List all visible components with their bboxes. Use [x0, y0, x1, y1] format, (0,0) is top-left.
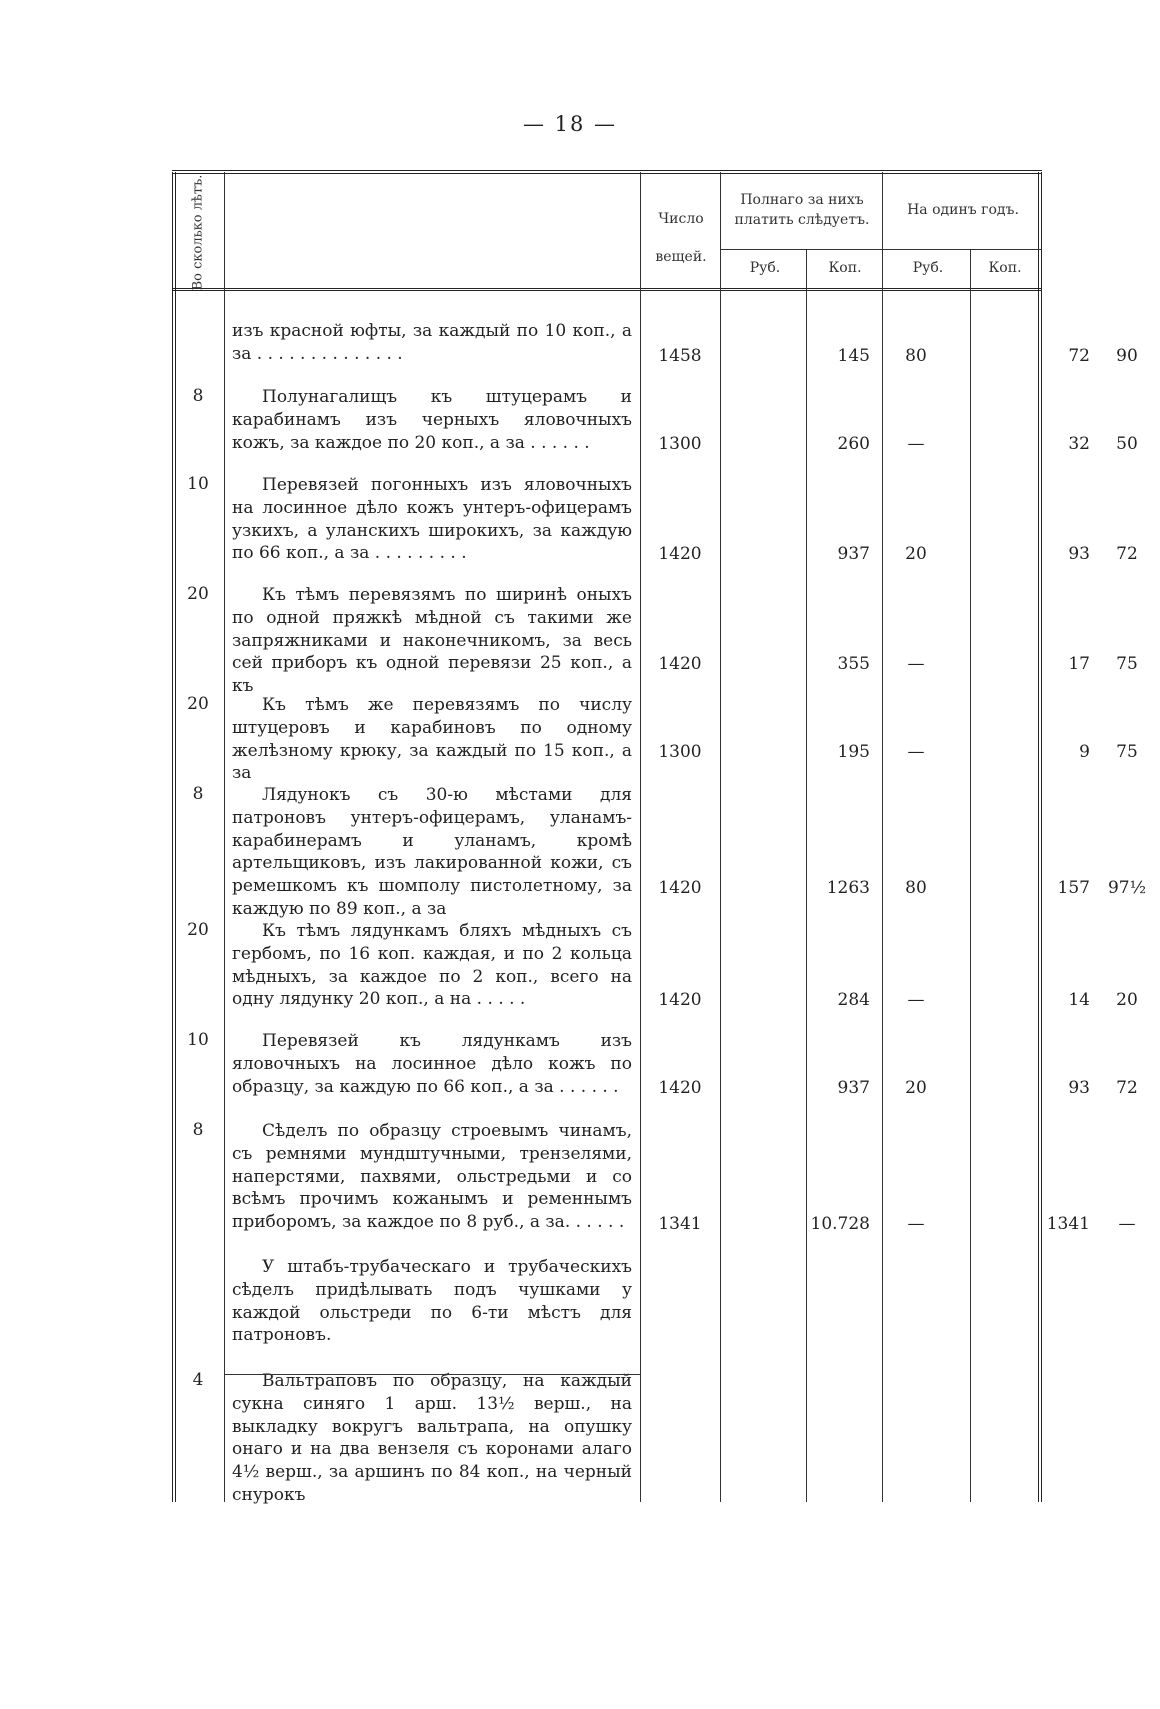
header-total-rub: Руб.: [749, 260, 781, 276]
row-count: 1420: [658, 654, 702, 674]
row-total-rub: 937: [837, 544, 870, 564]
row-description: Лядунокъ съ 30-ю мѣстами для патроновъ унтеръ-офицерамъ, уланамъ-карабинерамъ и уланамъ, кромѣ артельщиковъ, изъ лакированной кожи, съ ремешкомъ къ шомполу пистолетному, за каждую по 89 коп., а за: [232, 785, 632, 919]
row-total-rub: 355: [837, 654, 870, 674]
row-count: 1420: [658, 878, 702, 898]
row-year-rub: 93: [1068, 544, 1090, 564]
row-count: 1300: [658, 434, 702, 454]
row-year-rub: 157: [1057, 878, 1090, 898]
row-description: Сѣделъ по образцу строевымъ чинамъ, съ ремнями мундштучными, трензелями, наперстями, пахвями, ольстредьми и со всѣмъ прочимъ кожанымъ и ременнымъ приборомъ, за каждое по 8 руб., а за. . . . . .: [232, 1121, 632, 1233]
row-total-rub: 1263: [826, 878, 870, 898]
row-years: 10: [187, 474, 209, 494]
page-number: — 18 —: [522, 112, 618, 136]
table-row: [172, 920, 1138, 1012]
row-total-kop: 80: [905, 346, 927, 366]
row-total-kop: —: [907, 654, 925, 674]
row-years: 20: [187, 694, 209, 714]
header-rule: [172, 288, 1042, 291]
row-total-kop: 20: [905, 1078, 927, 1098]
table-row: [172, 1030, 1138, 1100]
row-description: Къ тѣмъ лядункамъ бляхъ мѣдныхъ съ гербомъ, по 16 коп. каждая, и по 2 кольца мѣдныхъ, за каждое по 2 коп., всего на одну лядунку 20 коп., а на . . . . .: [232, 921, 632, 1010]
row-total-kop: 80: [905, 878, 927, 898]
row-year-kop: 75: [1116, 742, 1138, 762]
row-year-kop: 50: [1116, 434, 1138, 454]
header-total: Полнаго за нихъ платить слѣдуетъ.: [734, 192, 870, 228]
row-count: 1420: [658, 1078, 702, 1098]
row-years: 8: [192, 784, 204, 804]
row-count: 1420: [658, 990, 702, 1010]
row-year-rub: 1341: [1046, 1214, 1090, 1234]
header-per-year: На одинъ годъ.: [907, 202, 1019, 218]
row-years: 10: [187, 1030, 209, 1050]
row-total-rub: 260: [837, 434, 870, 454]
table-row: [172, 784, 1147, 919]
row-total-kop: —: [907, 1214, 925, 1234]
row-year-kop: 72: [1116, 544, 1138, 564]
table-row: [172, 474, 1138, 566]
row-year-kop: 72: [1116, 1078, 1138, 1098]
header-years: Во сколько лѣтъ.: [190, 174, 206, 290]
row-total-kop: 20: [905, 544, 927, 564]
row-total-rub: 937: [837, 1078, 870, 1098]
row-year-rub: 9: [1079, 742, 1090, 762]
row-description: Вальтраповъ по образцу, на каждый сукна синяго 1 арш. 13½ верш., на выкладку вокругъ вальтрапа, на опушку онаго и на два вензеля съ коронами алаго 4½ верш., за аршинъ по 84 коп., на черный снурокъ: [232, 1371, 632, 1505]
row-years: 8: [192, 1120, 204, 1140]
subheader-rule: [720, 249, 1042, 250]
row-year-kop: 75: [1116, 654, 1138, 674]
row-description: Къ тѣмъ же перевязямъ по числу штуцеровъ и карабиновъ по одному желѣзному крюку, за каждый по 15 коп., а за: [232, 695, 632, 784]
row-total-kop: —: [907, 742, 925, 762]
table-row: [172, 386, 1138, 456]
table-row: [172, 584, 1138, 697]
row-year-kop: —: [1118, 1214, 1136, 1234]
row-note: У штабъ-трубаческаго и трубаческихъ сѣделъ придѣлывать подъ чушками у каждой ольстреди по 6-ти мѣстъ для патроновъ.: [232, 1257, 632, 1346]
row-count: 1300: [658, 742, 702, 762]
row-year-rub: 72: [1068, 346, 1090, 366]
row-year-rub: 17: [1068, 654, 1090, 674]
header-count: Число вещей.: [655, 211, 707, 265]
table-row: [172, 1120, 1136, 1236]
row-total-rub: 10.728: [810, 1214, 870, 1234]
row-description: изъ красной юфты, за каждый по 10 коп., а за . . . . . . . . . . . . . .: [232, 321, 632, 364]
table-row: [172, 694, 1138, 784]
table-body: [172, 292, 1147, 1505]
row-total-rub: 284: [837, 990, 870, 1010]
row-years: 8: [192, 386, 204, 406]
row-year-rub: 32: [1068, 434, 1090, 454]
row-years: 20: [187, 584, 209, 604]
row-year-rub: 93: [1068, 1078, 1090, 1098]
row-year-rub: 14: [1068, 990, 1090, 1010]
row-total-kop: —: [907, 434, 925, 454]
row-total-rub: 195: [837, 742, 870, 762]
header-year-rub: Руб.: [912, 260, 944, 276]
row-year-kop: 97½: [1107, 878, 1147, 898]
table-row: [172, 320, 1138, 368]
row-years: 4: [192, 1370, 204, 1390]
row-description: Перевязей погонныхъ изъ яловочныхъ на лосинное дѣло кожъ унтеръ-офицерамъ узкихъ, а уланскихъ широкихъ, за каждую по 66 коп., а за . . . . . . . . .: [232, 475, 632, 564]
row-total-rub: 145: [837, 346, 870, 366]
table-row: [172, 1370, 1042, 1505]
row-description: Къ тѣмъ перевязямъ по ширинѣ оныхъ по одной пряжкѣ мѣдной съ такими же запряжниками и наконечникомъ, за весь сей приборъ къ одной перевязи 25 коп., а къ: [232, 585, 632, 697]
row-years: 20: [187, 920, 209, 940]
header-year-kop: Коп.: [988, 260, 1022, 276]
row-description: Перевязей къ лядункамъ изъ яловочныхъ на лосинное дѣло кожъ по образцу, за каждую по 66 коп., а за . . . . . .: [232, 1031, 632, 1097]
row-description: Полунагалищъ къ штуцерамъ и карабинамъ изъ черныхъ яловочныхъ кожъ, за каждое по 20 коп., а за . . . . . .: [232, 387, 632, 453]
header-total-kop: Коп.: [828, 260, 862, 276]
row-count: 1458: [658, 346, 702, 366]
row-count: 1420: [658, 544, 702, 564]
note-separator: [224, 1374, 640, 1375]
row-total-kop: —: [907, 990, 925, 1010]
row-year-kop: 20: [1116, 990, 1138, 1010]
table-row-note: [172, 1256, 1042, 1348]
row-count: 1341: [658, 1214, 702, 1234]
row-year-kop: 90: [1116, 346, 1138, 366]
